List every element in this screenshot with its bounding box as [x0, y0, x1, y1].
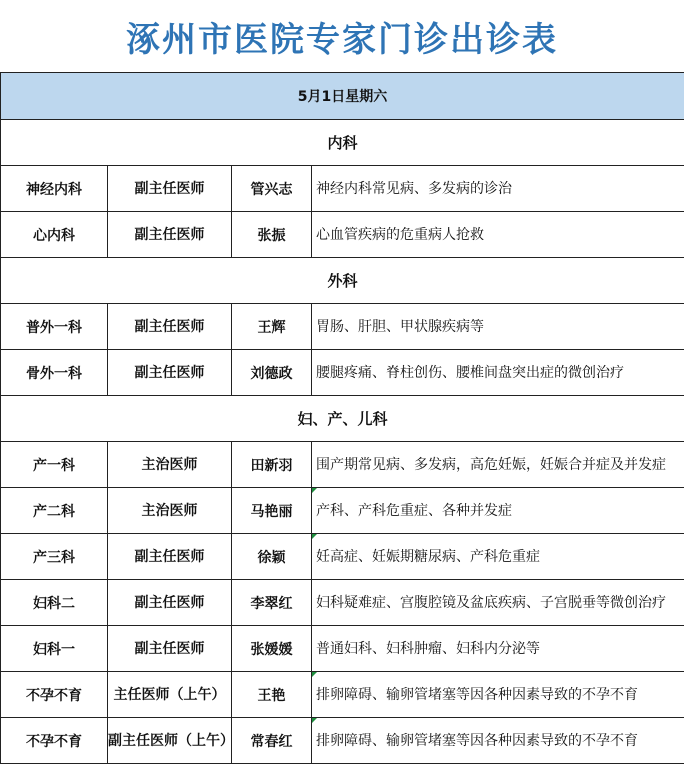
specialty-cell: 普通妇科、妇科肿瘤、妇科内分泌等 — [312, 626, 684, 672]
rank-cell: 副主任医师 — [108, 580, 232, 626]
table-row — [1, 166, 684, 212]
table-row — [1, 580, 684, 626]
table-row — [1, 488, 684, 534]
department-cell: 骨外一科 — [1, 350, 108, 396]
table-row — [1, 626, 684, 672]
doctor-cell: 张媛媛 — [232, 626, 312, 672]
section-name: 内科 — [1, 120, 684, 166]
rank-cell: 主治医师 — [108, 442, 232, 488]
department-cell: 普外一科 — [1, 304, 108, 350]
rank-cell: 副主任医师 — [108, 626, 232, 672]
rank-cell: 副主任医师 — [108, 166, 232, 212]
rank-cell: 副主任医师 — [108, 304, 232, 350]
doctor-cell: 李翠红 — [232, 580, 312, 626]
department-cell: 神经内科 — [1, 166, 108, 212]
doctor-cell: 田新羽 — [232, 442, 312, 488]
specialty-cell: 产科、产科危重症、各种并发症 — [312, 488, 684, 534]
doctor-cell: 管兴志 — [232, 166, 312, 212]
specialty-cell: 心血管疾病的危重病人抢救 — [312, 212, 684, 258]
page-title: 涿州市医院专家门诊出诊表 — [126, 19, 558, 60]
specialty-cell: 妇科疑难症、宫腹腔镜及盆底疾病、子宫脱垂等微创治疗 — [312, 580, 684, 626]
rank-cell: 主任医师（上午） — [108, 672, 232, 718]
department-cell: 心内科 — [1, 212, 108, 258]
doctor-cell: 刘德政 — [232, 350, 312, 396]
doctor-cell: 王辉 — [232, 304, 312, 350]
section-name: 外科 — [1, 258, 684, 304]
table-row — [1, 304, 684, 350]
department-cell: 产三科 — [1, 534, 108, 580]
table-row — [1, 718, 684, 764]
department-cell: 妇科一 — [1, 626, 108, 672]
rank-cell: 主治医师 — [108, 488, 232, 534]
rank-cell: 副主任医师 — [108, 534, 232, 580]
doctor-cell: 王艳 — [232, 672, 312, 718]
specialty-cell: 妊高症、妊娠期糖尿病、产科危重症 — [312, 534, 684, 580]
rank-cell: 副主任医师（上午） — [108, 718, 232, 764]
date-row — [1, 73, 684, 120]
department-cell: 产二科 — [1, 488, 108, 534]
table-row — [1, 350, 684, 396]
section-name: 妇、产、儿科 — [1, 396, 684, 442]
doctor-cell: 常春红 — [232, 718, 312, 764]
doctor-cell: 徐颖 — [232, 534, 312, 580]
doctor-cell: 马艳丽 — [232, 488, 312, 534]
table-row — [1, 212, 684, 258]
rank-cell: 副主任医师 — [108, 212, 232, 258]
doctor-cell: 张振 — [232, 212, 312, 258]
section-header-row — [1, 120, 684, 166]
specialty-cell: 神经内科常见病、多发病的诊治 — [312, 166, 684, 212]
department-cell: 不孕不育 — [1, 672, 108, 718]
department-cell: 不孕不育 — [1, 718, 108, 764]
table-row — [1, 442, 684, 488]
schedule-table — [0, 72, 684, 764]
specialty-cell: 胃肠、肝胆、甲状腺疾病等 — [312, 304, 684, 350]
table-row — [1, 672, 684, 718]
department-cell: 妇科二 — [1, 580, 108, 626]
table-row — [1, 534, 684, 580]
rank-cell: 副主任医师 — [108, 350, 232, 396]
specialty-cell: 排卵障碍、输卵管堵塞等因各种因素导致的不孕不育 — [312, 672, 684, 718]
section-header-row — [1, 396, 684, 442]
specialty-cell: 排卵障碍、输卵管堵塞等因各种因素导致的不孕不育 — [312, 718, 684, 764]
specialty-cell: 围产期常见病、多发病，高危妊娠，妊娠合并症及并发症 — [312, 442, 684, 488]
date-cell: 5月1日星期六 — [1, 73, 684, 120]
section-header-row — [1, 258, 684, 304]
department-cell: 产一科 — [1, 442, 108, 488]
specialty-cell: 腰腿疼痛、脊柱创伤、腰椎间盘突出症的微创治疗 — [312, 350, 684, 396]
